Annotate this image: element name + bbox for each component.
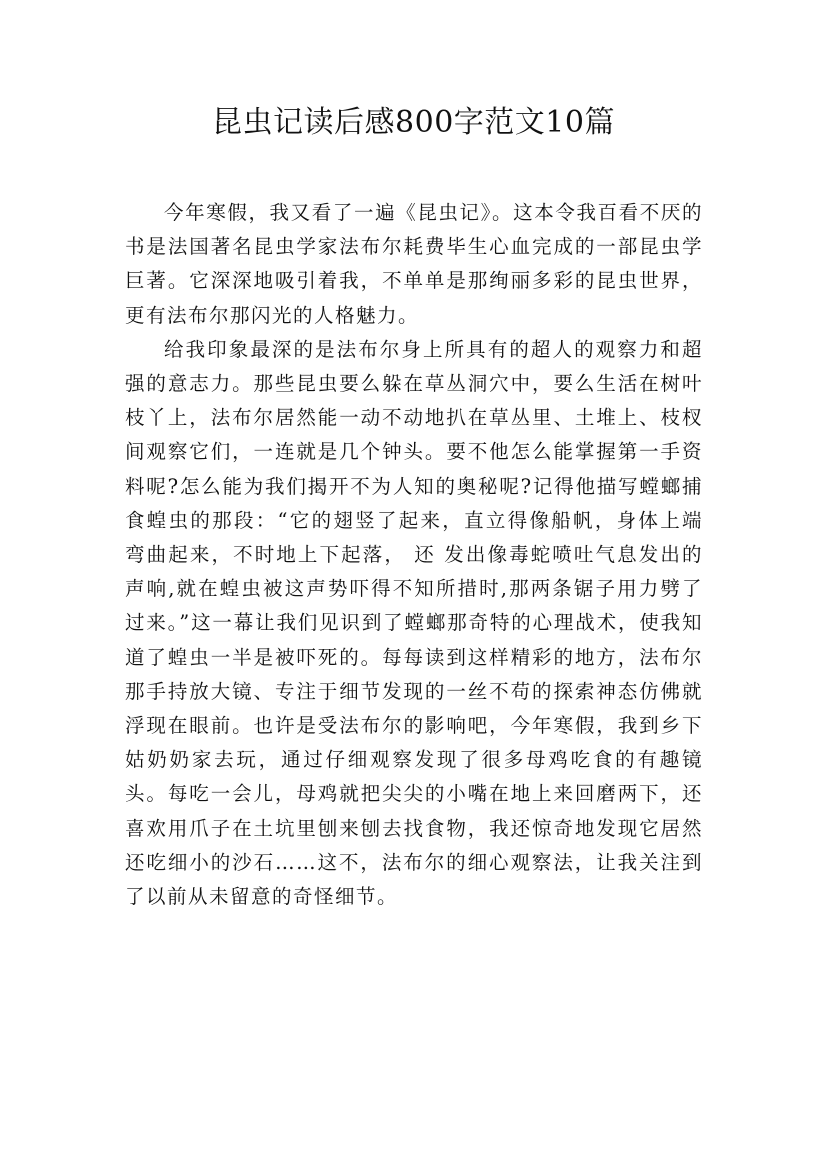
- paragraph-2: 给我印象最深的是法布尔身上所具有的超人的观察力和超强的意志力。那些昆虫要么躲在草丛洞穴中，要么生活在树叶枝丫上，法布尔居然能一动不动地扒在草丛里、土堆上、枝杈间观察它们，一连就是几个钟头。要不他怎么能掌握第一手资料呢?怎么能为我们揭开不为人知的奥秘呢?记得他描写螳螂捕食蝗虫的那段：“它的翅竖了起来，直立得像船帆，身体上端弯曲起来，不时地上下起落， 还 发出像毒蛇喷吐气息发出的声响,就在蝗虫被这声势吓得不知所措时,那两条锯子用力劈了过来。”这一幕让我们见识到了螳螂那奇特的心理战术，使我知道了蝗虫一半是被吓死的。每每读到这样精彩的地方，法布尔那手持放大镜、专注于细节发现的一丝不苟的探索神态仿佛就浮现在眼前。也许是受法布尔的影响吧，今年寒假，我到乡下姑奶奶家去玩，通过仔细观察发现了很多母鸡吃食的有趣镜头。每吃一会儿，母鸡就把尖尖的小嘴在地上来回磨两下，还喜欢用爪子在土坑里刨来刨去找食物，我还惊奇地发现它居然还吃细小的沙石……这不，法布尔的细心观察法，让我关注到了以前从未留意的奇怪细节。: [125, 337, 703, 909]
- paragraph-1: 今年寒假，我又看了一遍《昆虫记》。这本令我百看不厌的书是法国著名昆虫学家法布尔耗费毕生心血完成的一部昆虫学巨著。它深深地吸引着我，不单单是那绚丽多彩的昆虫世界，更有法布尔那闪光的人格魅力。: [125, 201, 703, 327]
- document-title: 昆虫记读后感800字范文10篇: [212, 105, 615, 140]
- document-body: [125, 196, 703, 914]
